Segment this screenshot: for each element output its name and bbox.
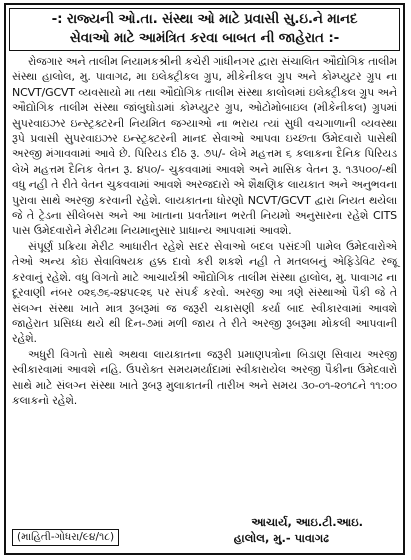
- paragraph-recruitment-details: રોજગાર અને તાલીમ નિયામકશ્રીની કચેરી ગાંધીનગર દ્વારા સંચાલિત ઔદ્યોગિક તાલીમ સંસ્થા હાલોલ, મુ. પાવાગઢ, મા ઇલેક્ટ્રીકલ ગ્રુપ, મીકેનીકલ ગ્રુપ અને કોમ્પ્યુટર ગ્રુપ ના NCVT/GCVT વ્યવસાયો મા તથા ઔદ્યોગિક તાલીમ સંસ્થા કાલોલમાં ઇલેક્ટ્રીકલ ગ્રુપ અને ઔદ્યોગિક તાલીમ સંસ્થા જાંબુઘોડામાં કોમ્પ્યુટર ગ્રુપ, ઓટોમોબાઇલ (મીકેનીકલ) ગ્રુપમાં સુપરવાઇઝર ઇન્સ્ટ્રક્ટરની નિયમિત જગ્યાઓ ના ભરાય ત્યાં સુધી વચગાળાની વ્યવસ્થા રૂપે પ્રવાસી સુપરવાઇઝર ઇન્સ્ટ્રક્ટરની માનદ સેવાઓ આપવા ઇચ્છતા ઉમેદવારો પાસેથી અરજી મંગાવવામાં આવે છે. પિરિયડ દીઠ રૂ. ૭૫/- લેખે મહત્તમ ૬ કલાકના દૈનિક પિરિયડ લેખે મહત્તમ દૈનિક વેતન રૂ. ૪૫૦/- ચુકવવામાં આવશે અને માસિક વેતન રૂ. ૧૩૫૦૦/-થી વધુ નહી તે રીતે વેતન ચુકવવામાં આવશે અરજદારો એ શૈક્ષણિક લાયકાત અને અનુભવના પુરાવા સાથે અરજી કરવાની રહેશે. લાયકાતના ધોરણો NCVT/GCVT દ્વારા નિયત થયેલા જે તે ટ્રેડના સીલેબસ અને આ ખાતાના પ્રવર્તમાન ભરતી નિયમો અનુસારના રહેશે CITS પાસ ઉમેદવારોને મેરીટમા નિયમાનુસાર પ્રાધાન્ય આપવામાં આવશે.: [12, 55, 397, 238]
- notice-footer: [12, 515, 397, 547]
- paragraph-selection-process: સંપૂર્ણ પ્રક્રિયા મેરીટ આધારીત રહેશે સદર સેવાઓ બદલ પસંદગી પામેલ ઉમેદવારોએ તેઓ અન્ય કોઇ સેવાવિષયક હક્ક દાવો કરી શકશે નહી તે મતલબનું એફિડેવિટ રજૂ કરવાનું રહેશે. વધુ વિગતો માટે આચાર્યશ્રી ઔદ્યોગિક તાલીમ સંસ્થા હાલોલ, મુ. પાવાગઢ ના દૂરવાણી નંબર ૦૨૬૭૬-૨૪૫૯૨૬ પર સંપર્ક કરવો. અરજી આ ત્રણે સંસ્થાઓ પૈકી જે તે સંલગ્ન સંસ્થા ખાતે માત્ર રૂબરૂમાં જ જરૂરી ચકાસણી કર્યા બાદ સ્વીકારવામાં આવશે જાહેરાત પ્રસિધ્ધ થયે થી દિન-૭માં મળી જાય તે રીતે અરજી રૂબરૂમા મોકલી આપવાની રહેશે.: [12, 239, 397, 346]
- advertisement-notice: [4, 3, 405, 555]
- signatory-place: હાલોલ, મુ.- પાવાગઢ: [233, 531, 329, 545]
- notice-body: [12, 54, 397, 408]
- signatory-designation: આચાર્ય, આઇ.ટી.આઇ.: [251, 515, 363, 529]
- reference-number: (માહિતી-ગોધરા/૯૪/૧૮): [12, 529, 119, 546]
- notice-title-box: [9, 8, 400, 51]
- notice-title-line-2: સેવાઓ માટે આમંત્રિત કરવા બાબત ની જાહેરાત :-: [69, 30, 340, 46]
- paragraph-interview-date: અધુરી વિગતો સાથે અથવા લાયકાતના જરૂરી પ્રમાણપત્રોના બિડાણ સિવાય અરજી સ્વીકારવામાં આવશે નહિ. ઉપરોક્ત સમયમર્યાદામાં સ્વીકારાયેલ અરજી પૈકીના ઉમેદવારો સાથે માટે સંલગ્ન સંસ્થા ખાતે રૂબરૂ મુલાકાતની તારીખ અને સમય ૩૦-૦૧-૨૦૧૮ને ૧૧:૦૦ કલાકનો રહેશે.: [12, 347, 397, 407]
- notice-title-line-1: -: રાજ્યની ઓ.તા. સંસ્થા ઓ માટે પ્રવાસી સુ.ઇ.ને માનદ: [51, 11, 358, 27]
